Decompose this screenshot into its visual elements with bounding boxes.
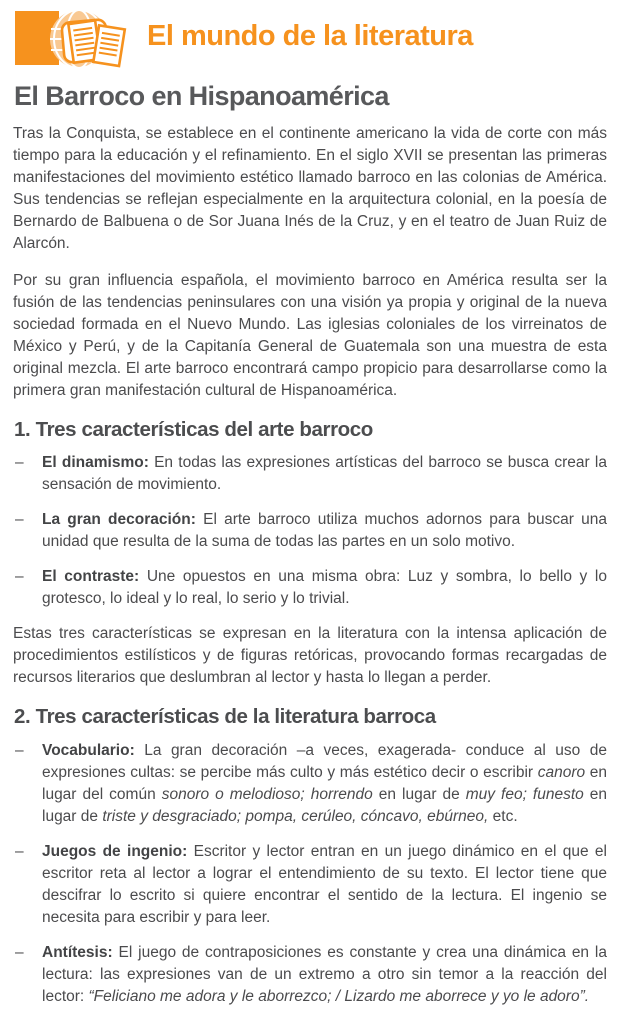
list-item-text: Juegos de ingenio: Escritor y lector entran en un juego dinámico en el que el escritor reta al lector a lograr el entendimiento de su texto. El lector tiene que descifrar lo escrito si quiere encontrar el sentido de la lectura. El ingenio se necesita para escribir y para leer. [42, 842, 607, 926]
list-item-text: Vocabulario: La gran decoración –a veces, exagerada- conduce al uso de expresiones cultas: se percibe más culto y más estético decir o escribir canoro en lugar del común sonoro o melodioso; horrendo en lugar de muy feo; funesto en lugar de triste y desgraciado; pompa, cerúleo, cóncavo, ebúrneo, etc. [42, 741, 607, 825]
list-item-text: Antítesis: El juego de contraposiciones es constante y crea una dinámica en la lectura: las expresiones van de un extremo a otro sin temor a la reacción del lector: “Feliciano me adora y le aborrezco; / Lizardo me aborrece y yo le adoro”. [42, 943, 607, 1005]
list-item [13, 566, 607, 610]
list-item-text: El contraste: Une opuestos en una misma obra: Luz y sombra, lo bello y lo grotesco, lo ideal y lo real, lo serio y lo trivial. [42, 568, 607, 608]
list-item [13, 740, 607, 828]
list-item [13, 452, 607, 496]
dash-bullet: – [15, 842, 24, 860]
unit-title: El mundo de la literatura [147, 19, 473, 52]
dash-bullet: – [15, 454, 24, 472]
page-title: El Barroco en Hispanoamérica [14, 81, 389, 111]
section-1-list [13, 452, 607, 610]
page-header [13, 8, 607, 68]
list-item [13, 509, 607, 553]
dash-bullet: – [15, 741, 24, 759]
section-2-list [13, 740, 607, 1008]
dash-bullet: – [15, 943, 24, 961]
list-item [13, 841, 607, 929]
section-1-closing-paragraph: Estas tres características se expresan en la literatura con la intensa aplicación de procedimientos estilísticos y de figuras retóricas, provocando formas recargadas de recursos literarios que deslumbran al lector y hasta lo llegan a perder. [13, 625, 607, 687]
list-item-text: La gran decoración: El arte barroco utiliza muchos adornos para buscar una unidad que resulta de la suma de todas las partes en un solo motivo. [42, 511, 607, 551]
intro-paragraph-2: Por su gran influencia española, el movimiento barroco en América resulta ser la fusión de las tendencias peninsulares con una visión ya propia y original de la nueva sociedad formada en el Nuevo Mundo. Las iglesias coloniales de los virreinatos de México y Perú, y de la Capitanía General de Guatemala son una muestra de esta original mezcla. El arte barroco encontrará campo propicio para desarrollarse como la primera gran manifestación cultural de Hispanoamérica. [13, 271, 607, 399]
intro-paragraph-1: Tras la Conquista, se establece en el continente americano la vida de corte con más tiempo para la educación y el refinamiento. En el siglo XVII se presentan las primeras manifestaciones del movimiento estético llamado barroco en las colonias de América. Sus tendencias se reflejan especialmente en la arquitectura colonial, en la poesía de Bernardo de Balbuena o de Sor Juana Inés de la Cruz, y en el teatro de Juan Ruiz de Alarcón. [13, 124, 607, 252]
list-item-text: El dinamismo: En todas las expresiones artísticas del barroco se busca crear la sensación de movimiento. [42, 454, 607, 494]
globe-documents-icon [13, 8, 131, 68]
section-1-heading: 1. Tres características del arte barroco [14, 417, 373, 441]
dash-bullet: – [15, 511, 24, 529]
list-item [13, 942, 607, 1008]
section-2-heading: 2. Tres características de la literatura barroca [14, 705, 436, 729]
dash-bullet: – [15, 568, 24, 586]
document-page-front [93, 25, 124, 66]
